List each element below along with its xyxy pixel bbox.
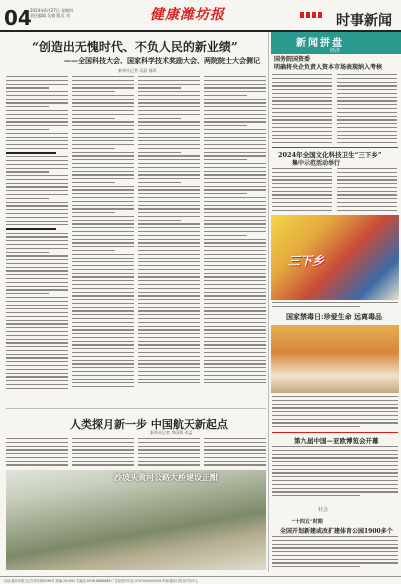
newspaper-logo: 健康潍坊报 [150,7,225,23]
item4-body [272,446,398,502]
page-footer: 社址:潍坊市奎文区东风东街6396号 邮编:261061 总编室:0536-8888888 广告经营许可证:3707004000028 印刷:潍坊日报社印务中心 [0,576,401,584]
item1-headline-line2: 明确将央企负责人资本市场表现纳入考核 [274,64,383,71]
news-roundup-label: 经济 [330,48,341,54]
item5-label: 社会 [318,507,329,513]
item4-headline: 第九届中国—亚欧博览会开幕 [294,437,379,445]
bridge-photo [6,470,266,570]
news-roundup-title: 新闻拼盘 [296,38,344,49]
editor-line: 责任编辑 吴倩 版式 刘 [30,13,70,18]
item-divider [272,147,398,148]
item5-subheadline: 全国开划新建或改扩建体育公园1900多个 [280,528,393,535]
item2-body-right [337,168,397,213]
middle-column-1 [6,438,68,468]
item3-body [272,396,398,432]
lead-column-4 [204,76,266,406]
item1-headline-line1: 国务院国资委 [274,56,311,63]
item5-body [272,536,398,572]
lead-column-3 [138,76,200,406]
item2-headline: 2024年全国文化科技卫生“三下乡” [278,151,382,159]
item-divider-2 [272,432,398,433]
drug-day-photo [271,325,399,393]
item2-subheadline: 集中示范活动举行 [292,160,341,167]
middle-column-2 [72,438,134,468]
middle-headline: 人类探月新一步 中国航天新起点 [70,418,228,431]
item2-body-left [272,168,332,213]
lead-byline: 新华社记者 吴晶 郁琼 [118,68,157,73]
decorative-ticks [300,3,330,9]
issue-date [30,8,73,18]
item1-headline [274,56,382,72]
date-line: 2024年6月27日 星期四 [30,8,74,13]
middle-column-3 [138,438,200,468]
bridge-photo-caption: 沙坡头黄河公路大桥建设正酣 [114,472,218,482]
section-divider [6,408,266,409]
item5-headline: “十四五”时期 [292,519,323,525]
event-photo-caption: 三下乡 [288,254,325,268]
page-number: 04 [4,6,32,30]
column-divider [268,32,269,572]
lead-column-1 [6,76,68,406]
middle-column-4 [204,438,266,468]
middle-byline: 新华社记者 李国利 邓孟 [150,430,193,435]
item3-headline: 国家禁毒日:珍爱生命 远离毒品 [286,312,383,321]
lead-subheadline: ——全国科技大会、国家科学技术奖励大会、两院院士大会侧记 [64,56,260,65]
item1-body-right [337,74,397,146]
photo-caption-lines [272,302,398,310]
lead-column-2 [72,76,134,406]
item1-body-left [272,74,332,146]
section-title: 时事新闻 [336,13,392,29]
lead-headline: “创造出无愧时代、不负人民的新业绩” [32,40,238,54]
